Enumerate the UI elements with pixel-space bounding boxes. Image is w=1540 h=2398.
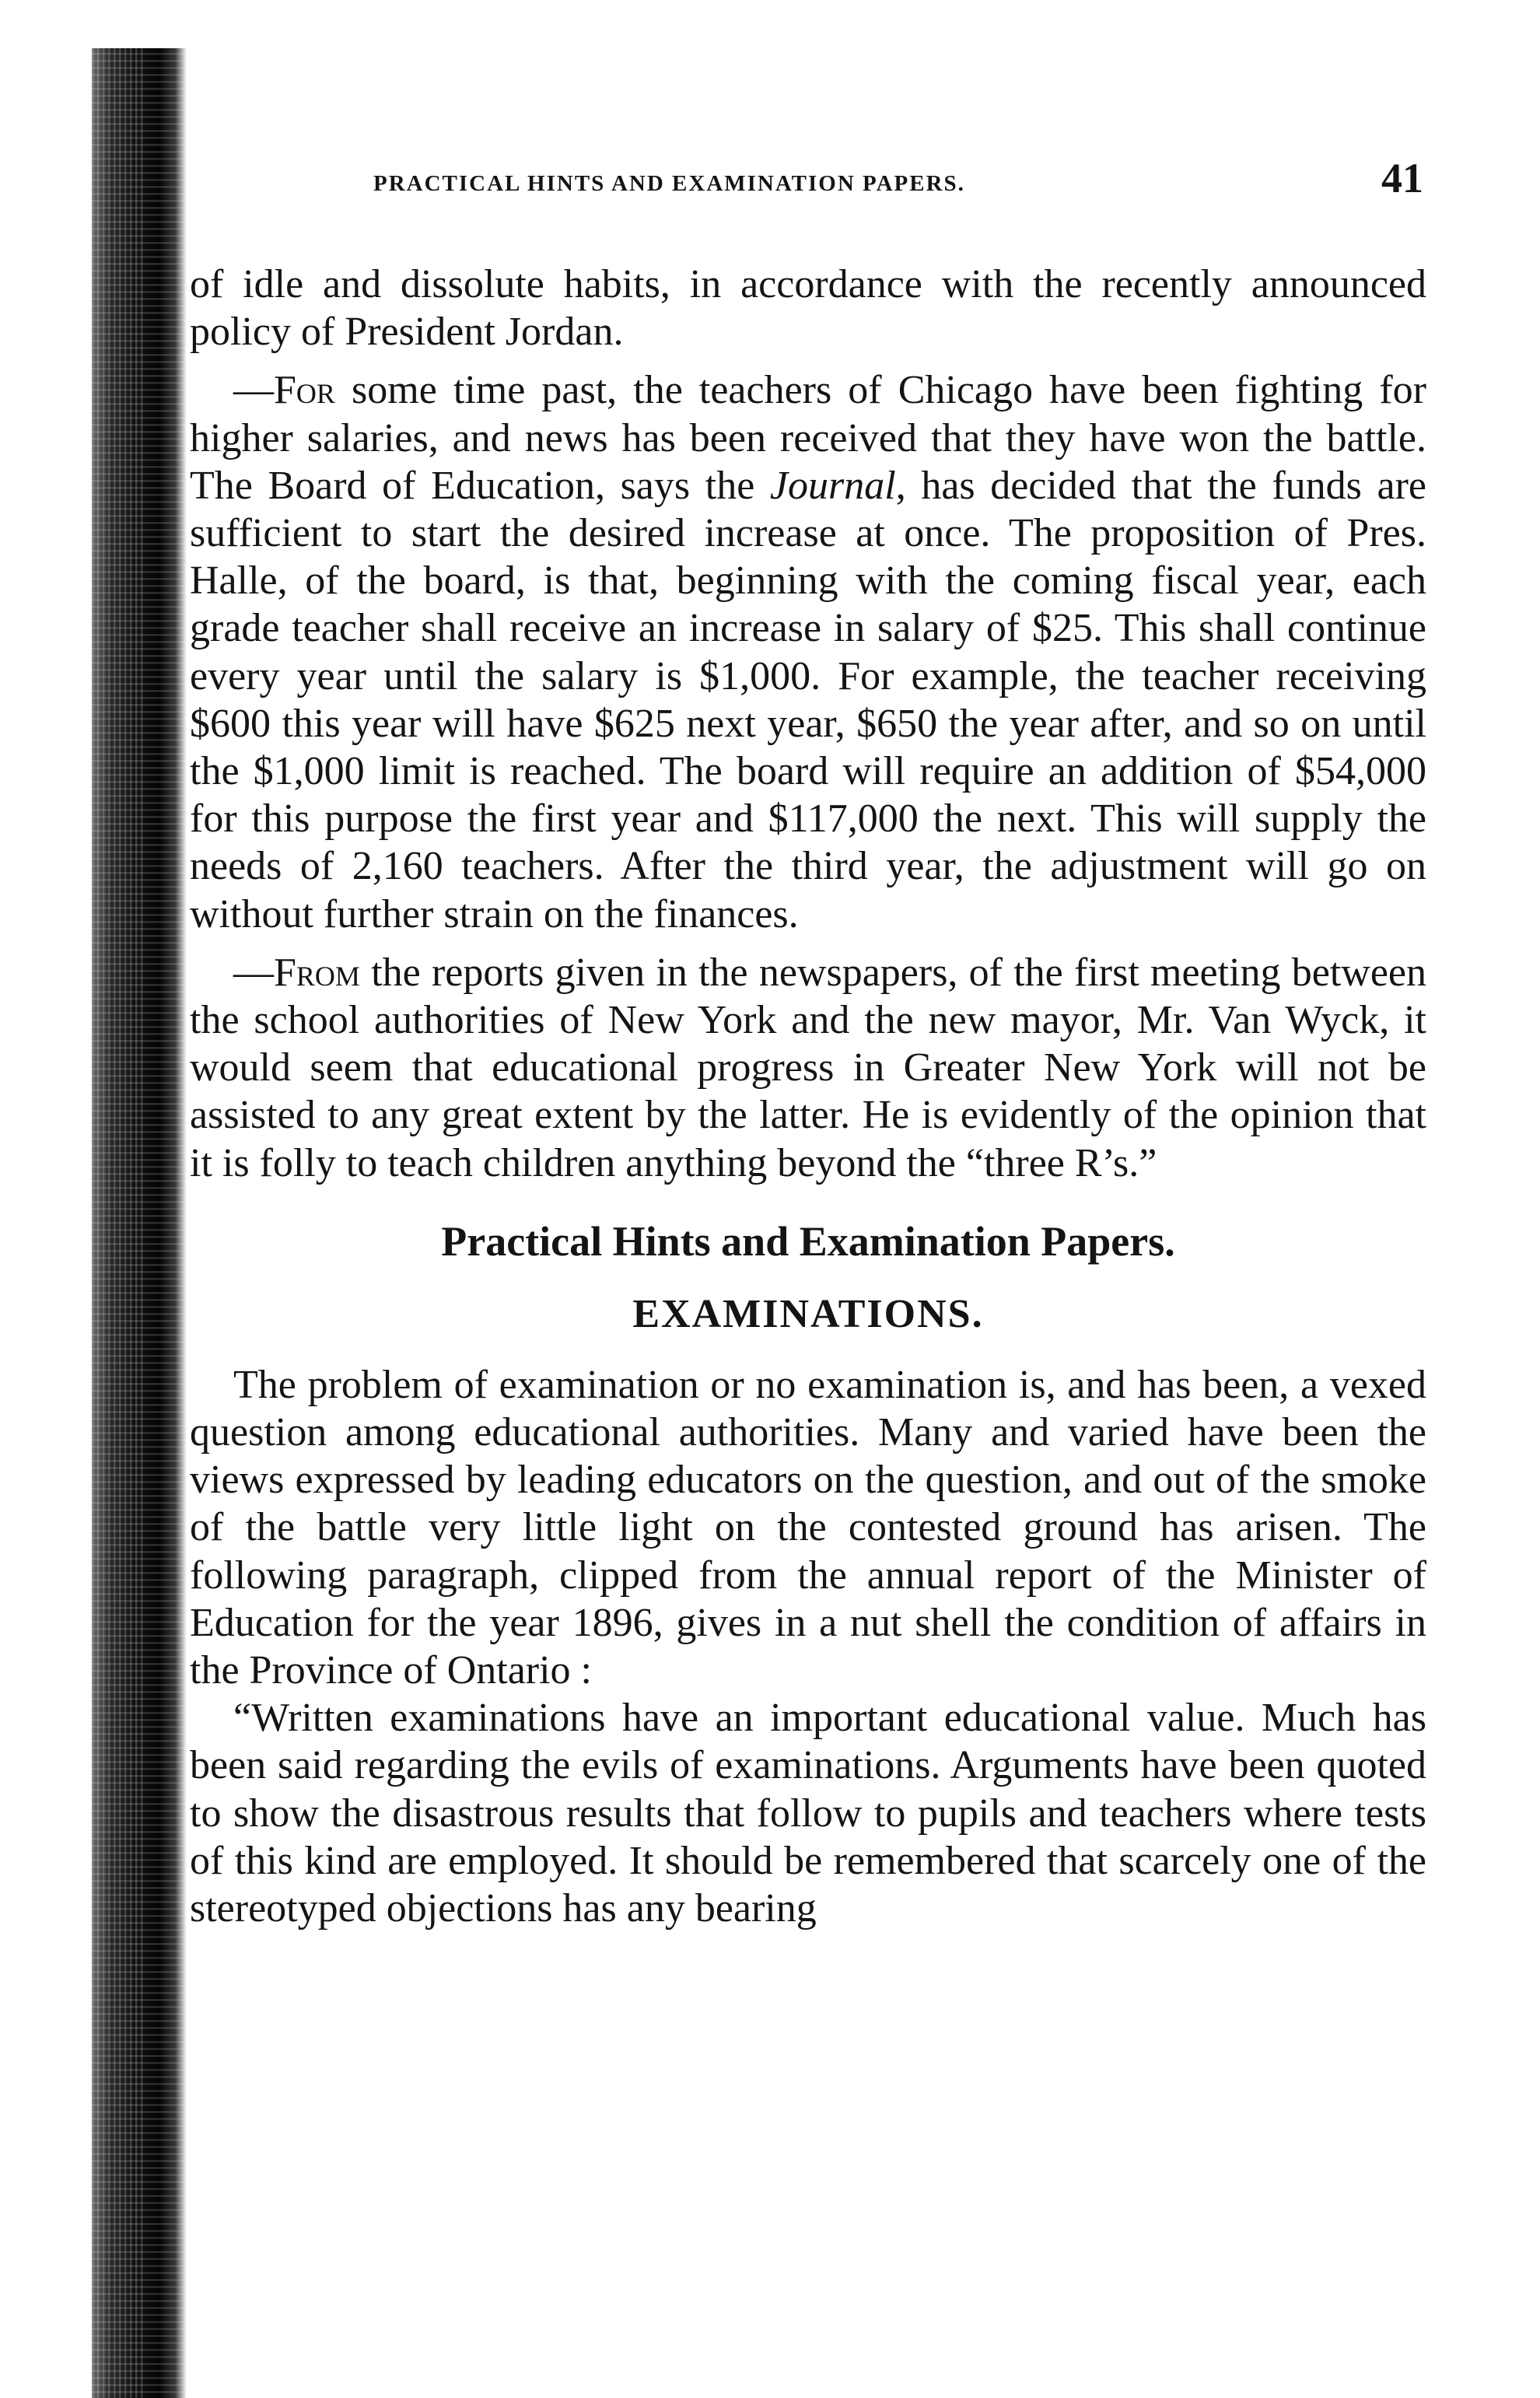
running-head: PRACTICAL HINTS AND EXAMINATION PAPERS. xyxy=(373,171,965,196)
paragraph-chicago-salaries xyxy=(190,366,1426,937)
paragraph-text: some time past, the teachers of Chicago have been fighting for higher salaries, and news has been received that they have won the battle. The Board of Education, says the xyxy=(190,368,1426,508)
section-heading: Practical Hints and Examination Papers. xyxy=(441,1217,1175,1265)
paragraph-quotation: “Written examinations have an important educational value. Much has been said regarding the evils of examinations. Arguments have been quoted to show the disastrous results that follow to pupils and teachers where tests of this kind are employed. It should be remembered that scarcely one of the stereotyped objections has any bearing xyxy=(190,1696,1426,1931)
journal-title: Journal xyxy=(769,463,896,508)
paragraph-new-york-mayor xyxy=(190,949,1426,1187)
paragraph-examinations: The problem of examination or no examination is, and has been, a vexed question among educational authorities. Many and varied have been the views expressed by leading educators on the question, and out of the smoke of the battle very little light on the contested ground has arisen. The following paragraph, clipped from the annual report of the Minister of Education for the year 1896, gives in a nut shell the condition of affairs in the Province of Ontario : xyxy=(190,1362,1426,1693)
binding-texture xyxy=(92,48,146,2398)
section-subheading: EXAMINATIONS. xyxy=(632,1291,984,1336)
text-column xyxy=(190,261,1426,1932)
paragraph-lead-word: —For xyxy=(233,368,335,413)
paragraph-continuation: of idle and dissolute habits, in accordance with the recently announced policy of President Jordan. xyxy=(190,262,1426,355)
paragraph-text: , has decided that the funds are sufficient to start the desired increase at once. The proposition of Pres. Halle, of the board, is that, beginning with the coming fiscal year, each grade teacher shall receive an increase in salary of $25. This shall continue every year until the salary is $1,000. For example, the teacher receiving $600 this year will have $625 next year, $650 the year after, and so on until the $1,000 limit is reached. The board will require an addition of $54,000 for this purpose the first year and $117,000 the next. This will supply the needs of 2,160 teachers. After the third year, the adjustment will go on without further strain on the finances. xyxy=(190,463,1426,936)
paragraph-lead-word: —From xyxy=(233,950,360,995)
page-number: 41 xyxy=(1381,155,1423,201)
page-header xyxy=(373,154,1423,201)
paragraph-text: the reports given in the newspapers, of the first meeting between the school authorities of New York and the new mayor, Mr. Van Wyck, it would seem that educational progress in Greater New York will not be assisted to any great extent by the latter. He is evidently of the opinion that it is folly to teach children anything beyond the “three R’s.” xyxy=(190,950,1426,1185)
